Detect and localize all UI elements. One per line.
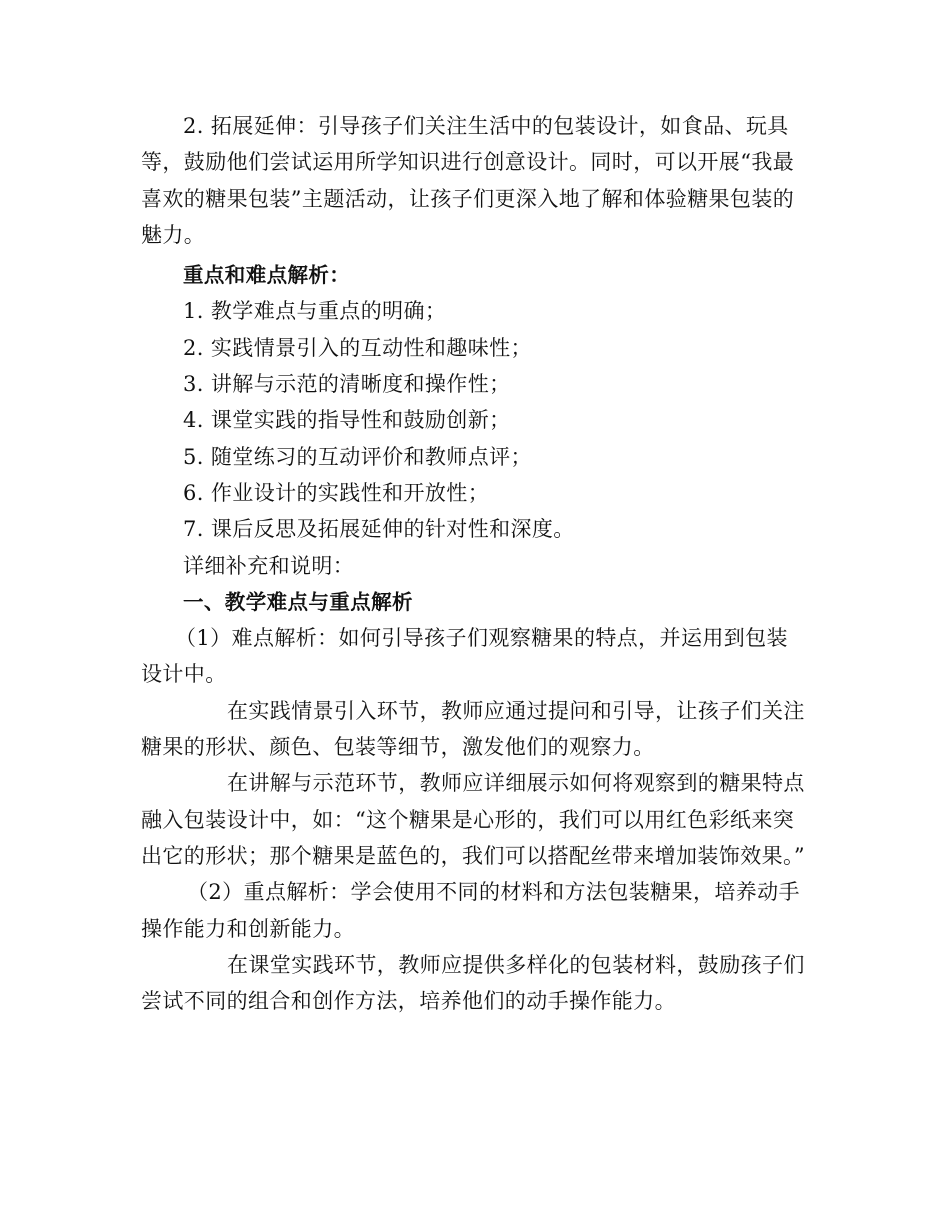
paragraph-difficulty-detail-1: 在实践情景引入环节，教师应通过提问和引导，让孩子们关注糖果的形状、颜色、包装等细节，激发他们的观察力。: [141, 698, 805, 760]
list-item: 4. 课堂实践的指导性和鼓励创新；: [183, 408, 511, 433]
list-item: 1. 教学难点与重点的明确；: [183, 299, 447, 324]
document-body: [141, 108, 806, 1019]
list-item: 2. 实践情景引入的互动性和趣味性；: [183, 335, 532, 360]
list-item: 5. 随堂练习的互动评价和教师点评；: [183, 444, 532, 469]
list-item: 7. 课后反思及拓展延伸的针对性和深度。: [183, 517, 575, 542]
paragraph-key-detail-1: 在课堂实践环节，教师应提供多样化的包装材料，鼓励孩子们尝试不同的组合和创作方法，培养他们的动手操作能力。: [141, 952, 805, 1014]
paragraph-key: （2）重点解析：学会使用不同的材料和方法包装糖果，培养动手操作能力和创新能力。: [141, 880, 800, 941]
list-item: 6. 作业设计的实践性和开放性；: [183, 480, 490, 505]
paragraph-difficulty-detail-2: 在讲解与示范环节，教师应详细展示如何将观察到的糖果特点融入包装设计中，如：“这个糖果是心形的，我们可以用红色彩纸来突出它的形状；那个糖果是蓝色的，我们可以搭配丝带来增加装饰效果。”: [141, 771, 806, 868]
list-item: 3. 讲解与示范的清晰度和操作性；: [183, 372, 511, 397]
heading-key-points: 重点和难点解析：: [183, 263, 351, 288]
paragraph-difficulty: （1）难点解析：如何引导孩子们观察糖果的特点，并运用到包装设计中。: [141, 626, 788, 687]
section-heading: 一、教学难点与重点解析: [183, 589, 413, 614]
supplement-label: 详细补充和说明：: [183, 553, 355, 578]
paragraph-extend: 2. 拓展延伸：引导孩子们关注生活中的包装设计，如食品、玩具等，鼓励他们尝试运用所学知识进行创意设计。同时，可以开展“我最喜欢的糖果包装”主题活动，让孩子们更深入地了解和体验糖果包装的魅力。: [141, 114, 795, 247]
